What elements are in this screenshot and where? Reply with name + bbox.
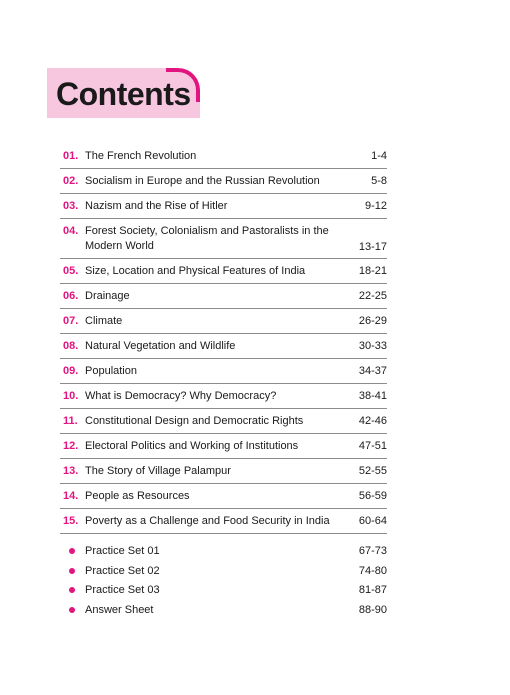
chapter-pages: 13-17	[358, 241, 387, 253]
chapter-pages: 30-33	[358, 340, 387, 352]
chapter-pages: 1-4	[371, 150, 387, 162]
page-title: Contents	[56, 76, 191, 112]
chapter-title: Size, Location and Physical Features of India	[85, 265, 306, 277]
chapter-pages: 47-51	[358, 440, 387, 452]
chapter-title: The Story of Village Palampur	[85, 465, 231, 477]
toc-row[interactable]	[60, 284, 387, 309]
toc-row[interactable]	[60, 409, 387, 434]
chapter-pages: 18-21	[358, 265, 387, 277]
toc-row[interactable]	[60, 309, 387, 334]
chapter-title: Socialism in Europe and the Russian Revolution	[85, 175, 320, 187]
bullet-icon	[69, 587, 75, 593]
toc-row[interactable]	[60, 144, 387, 169]
toc-row[interactable]	[60, 169, 387, 194]
chapter-number: 08.	[63, 340, 79, 352]
toc-row[interactable]	[60, 359, 387, 384]
chapter-number: 07.	[63, 315, 79, 327]
toc-row[interactable]	[60, 434, 387, 459]
practice-row[interactable]	[60, 582, 387, 602]
chapter-pages: 38-41	[358, 390, 387, 402]
chapter-title: Constitutional Design and Democratic Rights	[85, 415, 304, 427]
chapter-title: What is Democracy? Why Democracy?	[85, 390, 277, 402]
practice-title: Practice Set 02	[85, 564, 160, 577]
chapter-number: 11.	[63, 415, 78, 427]
toc-row[interactable]	[60, 219, 387, 259]
practice-title: Answer Sheet	[85, 604, 154, 617]
bullet-icon	[69, 548, 75, 554]
practice-pages: 74-80	[358, 564, 387, 577]
chapter-number: 14.	[63, 490, 79, 502]
chapter-pages: 9-12	[364, 200, 387, 212]
toc-row[interactable]	[60, 194, 387, 219]
chapter-number: 15.	[63, 515, 79, 527]
contents-heading-box	[47, 68, 200, 118]
toc-row[interactable]	[60, 484, 387, 509]
chapter-number: 02.	[63, 175, 79, 187]
chapter-title: Drainage	[85, 290, 130, 302]
chapter-pages: 22-25	[358, 290, 387, 302]
practice-row[interactable]	[60, 543, 387, 563]
toc-row[interactable]	[60, 384, 387, 409]
practice-pages: 88-90	[358, 604, 387, 617]
chapter-number: 03.	[63, 200, 79, 212]
chapter-title: Climate	[85, 315, 123, 327]
chapter-title: Natural Vegetation and Wildlife	[85, 340, 236, 352]
bullet-icon	[69, 568, 75, 574]
chapter-title: Poverty as a Challenge and Food Security in India	[85, 515, 330, 527]
chapter-pages: 60-64	[358, 515, 387, 527]
chapter-pages: 56-59	[358, 490, 387, 502]
chapter-number: 04.	[63, 225, 79, 237]
chapter-title: Population	[85, 365, 137, 377]
chapter-number: 12.	[63, 440, 79, 452]
toc-row[interactable]	[60, 459, 387, 484]
bullet-icon	[69, 607, 75, 613]
chapter-pages: 34-37	[358, 365, 387, 377]
practice-row[interactable]	[60, 602, 387, 622]
chapter-pages: 5-8	[371, 175, 387, 187]
chapter-pages: 26-29	[358, 315, 387, 327]
practice-pages: 81-87	[358, 584, 387, 597]
practice-list	[60, 543, 387, 622]
chapter-list	[60, 144, 387, 534]
chapter-number: 06.	[63, 290, 79, 302]
chapter-pages: 42-46	[358, 415, 387, 427]
chapter-title: Nazism and the Rise of Hitler	[85, 200, 228, 212]
chapter-number: 13.	[63, 465, 79, 477]
toc-row[interactable]	[60, 334, 387, 359]
toc-row[interactable]	[60, 259, 387, 284]
chapter-title: Electoral Politics and Working of Institutions	[85, 440, 299, 452]
chapter-title: Forest Society, Colonialism and Pastoralists in the Modern World	[85, 225, 329, 252]
chapter-number: 10.	[63, 390, 79, 402]
practice-title: Practice Set 01	[85, 545, 160, 557]
practice-pages: 67-73	[358, 545, 387, 557]
chapter-title: The French Revolution	[85, 150, 197, 162]
chapter-title: People as Resources	[85, 490, 190, 502]
practice-title: Practice Set 03	[85, 584, 160, 597]
chapter-number: 01.	[63, 150, 79, 162]
practice-row[interactable]	[60, 563, 387, 583]
chapter-pages: 52-55	[358, 465, 387, 477]
toc-row[interactable]	[60, 509, 387, 534]
chapter-number: 09.	[63, 365, 79, 377]
chapter-number: 05.	[63, 265, 79, 277]
